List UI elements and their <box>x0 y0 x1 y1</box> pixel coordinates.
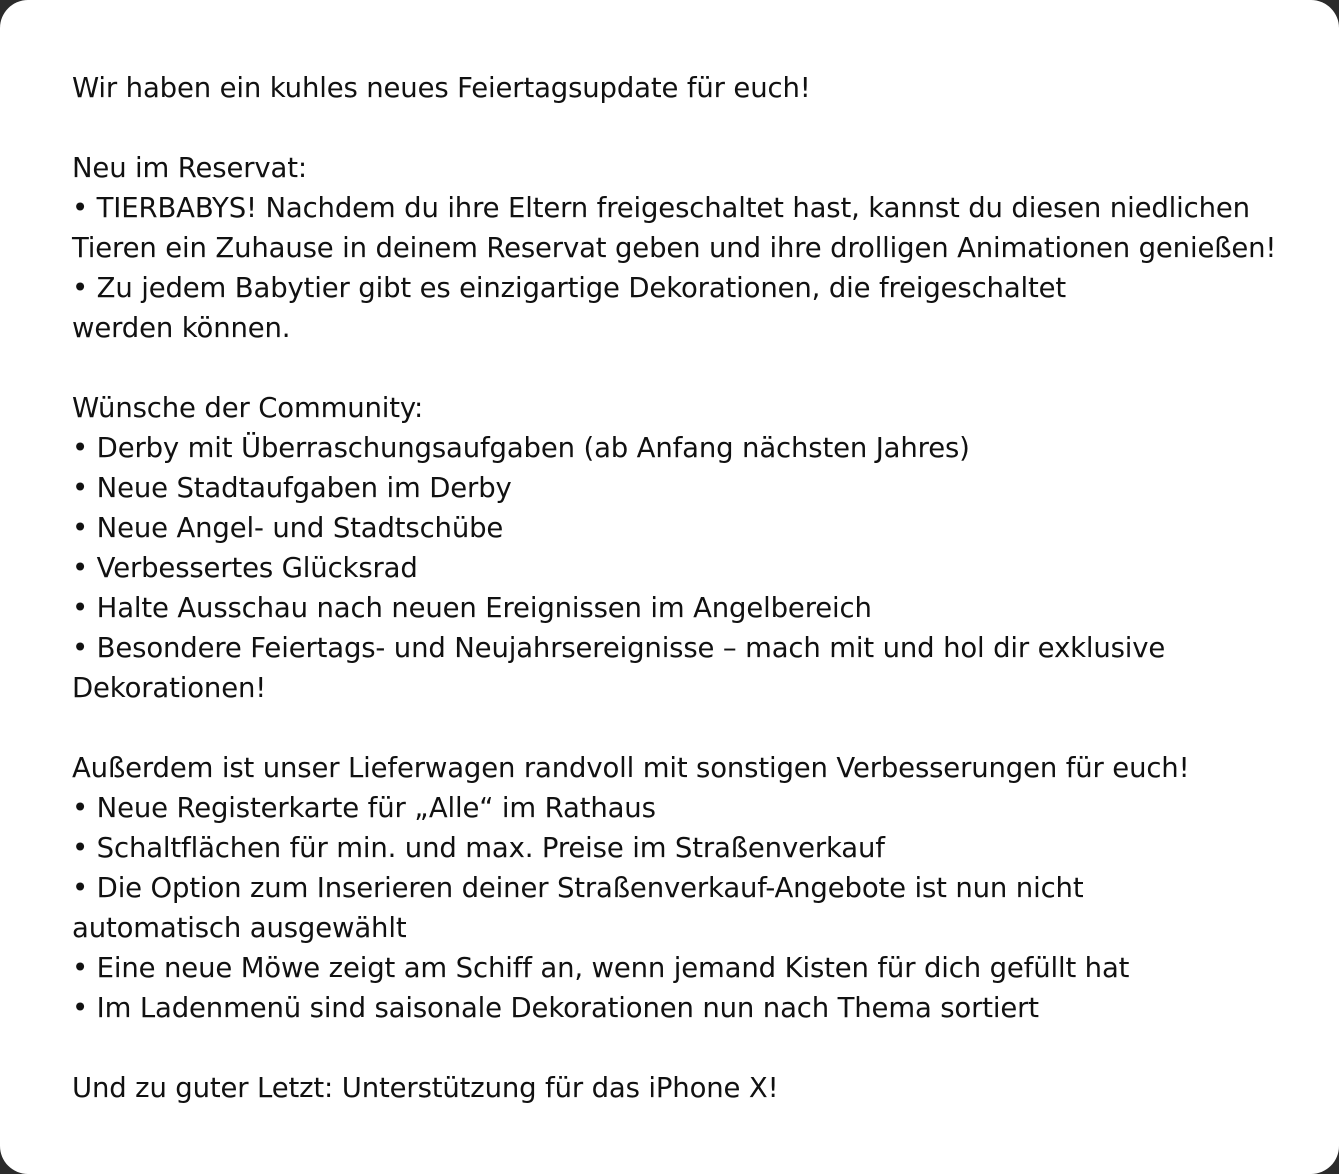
community-item-line: • Halte Ausschau nach neuen Ereignissen im Angelbereich <box>72 592 872 624</box>
community-item-line: • Besondere Feiertags- und Neujahrsereignisse – mach mit und hol dir exklusive <box>72 632 1166 664</box>
improvements-item-line: • Neue Registerkarte für „Alle“ im Rathaus <box>72 792 656 824</box>
community-item-line: • Neue Stadtaufgaben im Derby <box>72 472 512 504</box>
improvements-heading: Außerdem ist unser Lieferwagen randvoll mit sonstigen Verbesserungen für euch! <box>72 752 1190 784</box>
improvements-item-line: • Schaltflächen für min. und max. Preise im Straßenverkauf <box>72 832 885 864</box>
intro-text: Wir haben ein kuhles neues Feiertagsupdate für euch! <box>72 72 811 104</box>
improvements-item-line: automatisch ausgewählt <box>72 912 407 944</box>
reserve-item-line: werden können. <box>72 312 291 344</box>
spacer <box>72 108 1299 148</box>
community-item-line: • Verbessertes Glücksrad <box>72 552 418 584</box>
reserve-item-line: • TIERBABYS! Nachdem du ihre Eltern freigeschaltet hast, kannst du diesen niedlichen <box>72 192 1250 224</box>
spacer <box>72 348 1299 388</box>
closing-text: Und zu guter Letzt: Unterstützung für das iPhone X! <box>72 1072 779 1104</box>
improvements-item-line: • Im Ladenmenü sind saisonale Dekorationen nun nach Thema sortiert <box>72 992 1039 1024</box>
spacer <box>72 1028 1299 1068</box>
spacer <box>72 708 1299 748</box>
improvements-item-line: • Eine neue Möwe zeigt am Schiff an, wenn jemand Kisten für dich gefüllt hat <box>72 952 1130 984</box>
reserve-item-line: Tieren ein Zuhause in deinem Reservat geben und ihre drolligen Animationen genießen! <box>72 232 1277 264</box>
community-item-line: • Neue Angel- und Stadtschübe <box>72 512 504 544</box>
reserve-heading: Neu im Reservat: <box>72 152 307 184</box>
improvements-item-line: • Die Option zum Inserieren deiner Straßenverkauf-Angebote ist nun nicht <box>72 872 1084 904</box>
community-item-line: • Derby mit Überraschungsaufgaben (ab Anfang nächsten Jahres) <box>72 432 970 464</box>
community-heading: Wünsche der Community: <box>72 392 424 424</box>
reserve-item-line: • Zu jedem Babytier gibt es einzigartige Dekorationen, die freigeschaltet <box>72 272 1067 304</box>
community-item-line: Dekorationen! <box>72 672 267 704</box>
